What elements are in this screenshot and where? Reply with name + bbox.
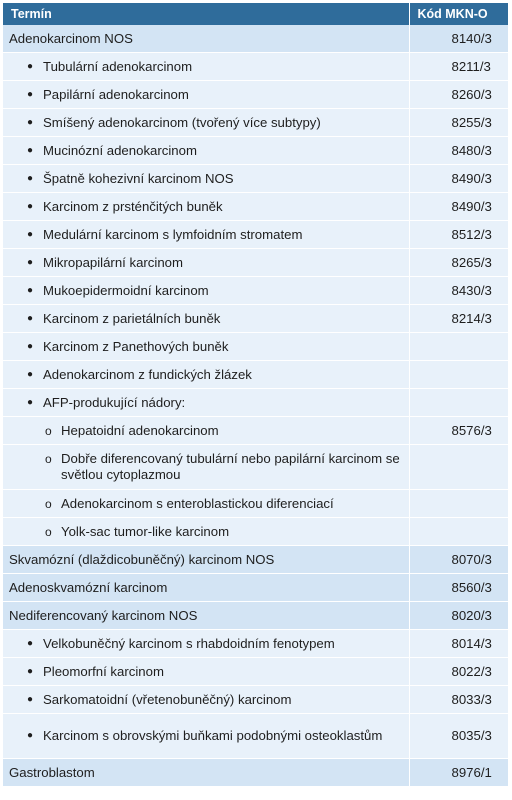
term-cell — [3, 277, 409, 305]
term-content — [9, 171, 403, 187]
code-cell: 8260/3 — [409, 81, 508, 109]
bullet-dot-icon: ● — [27, 665, 34, 677]
term-cell — [3, 81, 409, 109]
term-content — [9, 87, 403, 103]
term-content — [9, 636, 403, 652]
term-content — [9, 580, 403, 596]
term-text: Sarkomatoidní (vřetenobuněčný) karcinom — [43, 691, 292, 707]
term-cell — [3, 714, 409, 759]
table-row — [3, 445, 508, 490]
term-cell — [3, 759, 409, 787]
code-cell: 8014/3 — [409, 630, 508, 658]
bullet-dot-icon: ● — [27, 284, 34, 296]
code-cell: 8033/3 — [409, 686, 508, 714]
table-row — [3, 249, 508, 277]
term-content — [9, 552, 403, 568]
table-row — [3, 361, 508, 389]
code-cell: 8576/3 — [409, 417, 508, 445]
bullet-dot-icon: ● — [27, 312, 34, 324]
term-text: Smíšený adenokarcinom (tvořený více subtypy) — [43, 114, 321, 130]
term-cell — [3, 490, 409, 518]
term-content — [9, 395, 403, 411]
table-row — [3, 602, 508, 630]
term-text: Gastroblastom — [9, 764, 95, 780]
code-cell: 8140/3 — [409, 25, 508, 53]
code-cell: 8480/3 — [409, 137, 508, 165]
bullet-dot-icon: ● — [27, 60, 34, 72]
term-text: Yolk-sac tumor-like karcinom — [61, 523, 230, 539]
bullet-dot-icon: ● — [27, 730, 34, 741]
bullet-dot-icon: ● — [27, 200, 34, 212]
term-text: Nediferencovaný karcinom NOS — [9, 607, 198, 623]
term-cell — [3, 630, 409, 658]
term-text: Tubulární adenokarcinom — [43, 58, 193, 74]
term-text: Špatně kohezivní karcinom NOS — [43, 170, 234, 186]
term-cell — [3, 389, 409, 417]
table-header-row — [3, 3, 508, 25]
table-row — [3, 25, 508, 53]
term-cell — [3, 361, 409, 389]
classification-table-container — [3, 3, 508, 787]
code-cell: 8020/3 — [409, 602, 508, 630]
table-row — [3, 53, 508, 81]
term-cell — [3, 305, 409, 333]
table-row — [3, 518, 508, 546]
table-row — [3, 574, 508, 602]
classification-table — [3, 3, 508, 787]
term-cell — [3, 249, 409, 277]
header-term: Termín — [3, 3, 409, 25]
term-text: Adenokarcinom s enteroblastickou diferenciací — [61, 495, 334, 511]
term-cell — [3, 193, 409, 221]
table-row — [3, 81, 508, 109]
code-cell — [409, 490, 508, 518]
term-cell — [3, 658, 409, 686]
term-text: Papilární adenokarcinom — [43, 86, 189, 102]
code-cell — [409, 445, 508, 490]
term-content — [9, 31, 403, 47]
table-row — [3, 277, 508, 305]
code-cell: 8512/3 — [409, 221, 508, 249]
term-text: Pleomorfní karcinom — [43, 663, 164, 679]
term-text: Karcinom s obrovskými buňkami podobnými osteoklastům — [43, 728, 383, 743]
bullet-circle-icon: o — [45, 423, 52, 438]
bullet-circle-icon: o — [45, 524, 52, 539]
table-row — [3, 630, 508, 658]
term-text: Adenoskvamózní karcinom — [9, 579, 168, 595]
code-cell: 8255/3 — [409, 109, 508, 137]
term-text: Adenokarcinom NOS — [9, 30, 133, 46]
term-content — [9, 255, 403, 271]
table-row — [3, 165, 508, 193]
code-cell — [409, 389, 508, 417]
bullet-dot-icon: ● — [27, 693, 34, 705]
term-text: Velkobuněčný karcinom s rhabdoidním fenotypem — [43, 635, 335, 651]
term-cell — [3, 25, 409, 53]
term-content — [9, 692, 403, 708]
bullet-dot-icon: ● — [27, 144, 34, 156]
code-cell: 8022/3 — [409, 658, 508, 686]
bullet-dot-icon: ● — [27, 228, 34, 240]
term-cell — [3, 574, 409, 602]
term-cell — [3, 53, 409, 81]
table-row — [3, 305, 508, 333]
bullet-dot-icon: ● — [27, 396, 34, 408]
table-body — [3, 25, 508, 787]
bullet-circle-icon: o — [45, 496, 52, 511]
term-cell — [3, 109, 409, 137]
header-code: Kód MKN-O — [409, 3, 508, 25]
table-row — [3, 417, 508, 445]
term-cell — [3, 445, 409, 490]
table-row — [3, 714, 508, 759]
term-content — [9, 311, 403, 327]
table-row — [3, 109, 508, 137]
term-text: Mucinózní adenokarcinom — [43, 142, 197, 158]
term-content — [9, 59, 403, 75]
term-content — [9, 496, 403, 512]
term-text: Hepatoidní adenokarcinom — [61, 422, 219, 438]
term-text: AFP-produkující nádory: — [43, 394, 186, 410]
code-cell: 8976/1 — [409, 759, 508, 787]
term-content — [9, 423, 403, 439]
code-cell: 8430/3 — [409, 277, 508, 305]
term-text: Karcinom z Panethových buněk — [43, 338, 229, 354]
code-cell: 8490/3 — [409, 165, 508, 193]
term-content — [9, 728, 403, 744]
term-content — [9, 664, 403, 680]
code-cell: 8211/3 — [409, 53, 508, 81]
table-row — [3, 137, 508, 165]
term-text: Mukoepidermoidní karcinom — [43, 282, 209, 298]
code-cell — [409, 361, 508, 389]
table-row — [3, 658, 508, 686]
code-cell — [409, 333, 508, 361]
term-content — [9, 367, 403, 383]
term-content — [9, 524, 403, 540]
bullet-dot-icon: ● — [27, 172, 34, 184]
term-cell — [3, 165, 409, 193]
bullet-dot-icon: ● — [27, 116, 34, 128]
code-cell: 8490/3 — [409, 193, 508, 221]
term-text: Dobře diferencovaný tubulární nebo papilární karcinom se světlou cytoplazmou — [61, 451, 400, 482]
code-cell: 8214/3 — [409, 305, 508, 333]
code-cell: 8035/3 — [409, 714, 508, 759]
term-cell — [3, 417, 409, 445]
term-content — [9, 451, 403, 483]
bullet-dot-icon: ● — [27, 368, 34, 380]
term-cell — [3, 602, 409, 630]
term-text: Skvamózní (dlaždicobuněčný) karcinom NOS — [9, 551, 275, 567]
table-row — [3, 490, 508, 518]
table-row — [3, 686, 508, 714]
bullet-circle-icon: o — [45, 452, 52, 466]
term-content — [9, 283, 403, 299]
table-row — [3, 546, 508, 574]
bullet-dot-icon: ● — [27, 637, 34, 649]
term-text: Karcinom z parietálních buněk — [43, 310, 221, 326]
code-cell: 8265/3 — [409, 249, 508, 277]
table-row — [3, 389, 508, 417]
code-cell: 8070/3 — [409, 546, 508, 574]
table-row — [3, 759, 508, 787]
term-text: Mikropapilární karcinom — [43, 254, 183, 270]
bullet-dot-icon: ● — [27, 88, 34, 100]
term-cell — [3, 333, 409, 361]
term-content — [9, 143, 403, 159]
code-cell: 8560/3 — [409, 574, 508, 602]
term-cell — [3, 518, 409, 546]
term-text: Medulární karcinom s lymfoidním stromatem — [43, 226, 303, 242]
term-content — [9, 339, 403, 355]
table-row — [3, 333, 508, 361]
code-cell — [409, 518, 508, 546]
term-content — [9, 227, 403, 243]
table-row — [3, 193, 508, 221]
term-content — [9, 115, 403, 131]
term-content — [9, 765, 403, 781]
table-row — [3, 221, 508, 249]
term-content — [9, 608, 403, 624]
term-cell — [3, 137, 409, 165]
term-cell — [3, 546, 409, 574]
term-cell — [3, 686, 409, 714]
term-cell — [3, 221, 409, 249]
term-text: Karcinom z prsténčitých buněk — [43, 198, 223, 214]
bullet-dot-icon: ● — [27, 340, 34, 352]
term-text: Adenokarcinom z fundických žlázek — [43, 366, 252, 382]
bullet-dot-icon: ● — [27, 256, 34, 268]
term-content — [9, 199, 403, 215]
